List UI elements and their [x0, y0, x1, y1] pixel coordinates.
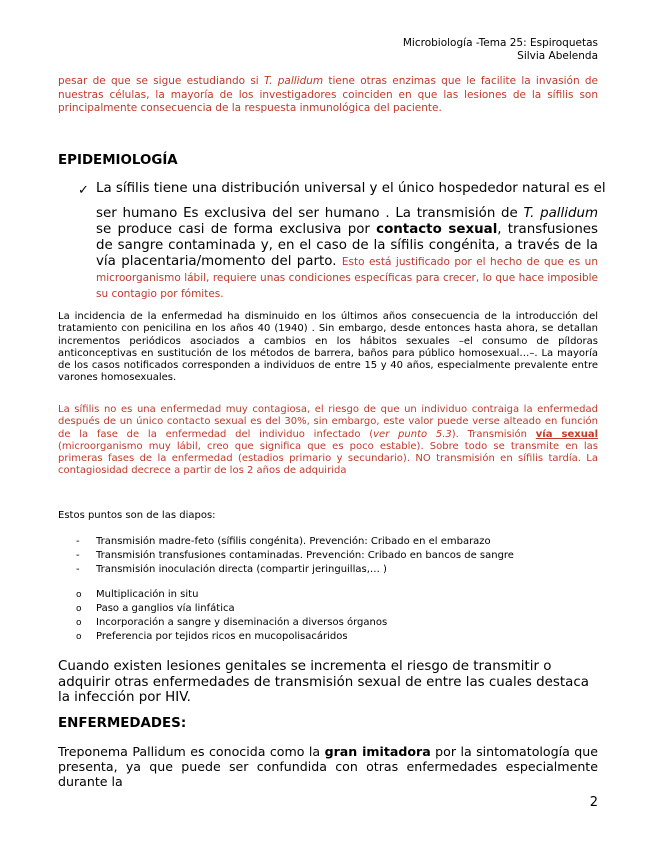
- list-item: - Transmisión madre-feto (sífilis congénita). Prevención: Cribado en el embarazo: [76, 535, 514, 549]
- header-course-title: Microbiología -Tema 25: Espiroquetas: [402, 37, 598, 49]
- list-item: o Multiplicación in situ: [76, 588, 387, 602]
- contagion-via-sexual: vía sexual: [535, 428, 598, 440]
- epidemiology-bullet-line1: La sífilis tiene una distribución universal y el único hospededor natural es el: [96, 181, 606, 196]
- transmission-list: [76, 535, 514, 577]
- epi-text-3: , transfusiones de sangre contaminada y, en el caso de la sífilis congénita, a través de la vía placentaria/momento del parto.: [96, 222, 599, 269]
- list-item: - Transmisión transfusiones contaminadas. Prevención: Cribado en bancos de sangre: [76, 549, 514, 563]
- heading-epidemiologia: EPIDEMIOLOGÍA: [58, 153, 178, 168]
- contagion-text-2: ). Transmisión: [451, 428, 536, 440]
- diseases-text-1: Treponema Pallidum es conocida como la: [58, 744, 325, 759]
- list-item: o Incorporación a sangre y diseminación a diversos órganos: [76, 616, 387, 630]
- header-author: Silvia Abelenda: [517, 50, 598, 62]
- diseases-gran-imitadora: gran imitadora: [324, 744, 431, 759]
- diapos-intro: Estos puntos son de las diapos:: [58, 510, 216, 521]
- genital-lesions-paragraph: Cuando existen lesiones genitales se incrementa el riesgo de transmitir o adquirir otras enfermedades de transmisión sexual de entre las cuales destaca la infección por HIV.: [58, 659, 589, 705]
- list-item: o Preferencia por tejidos ricos en mucopolisacáridos: [76, 630, 387, 644]
- contagion-reference: ver punto 5.3: [373, 428, 452, 440]
- intro-species: T. pallidum: [263, 75, 324, 87]
- epi-text-1: ser humano Es exclusiva del ser humano . La transmisión de: [96, 206, 524, 221]
- heading-enfermedades: ENFERMEDADES:: [58, 716, 187, 731]
- incidence-paragraph: La incidencia de la enfermedad ha disminuido en los últimos años consecuencia de la introducción del tratamiento con penicilina en los años 40 (1940) . Sin embargo, desde entonces hasta ahora, se detallan incrementos periódicos asociados a cambios en los hábitos sexuales –el consumo de píldoras anticonceptivas en sustitución de los métodos de barrera, baños para público homosexual…–. La mayoría de los casos notificados corresponden a individuos de entre 15 y 40 años, especialmente prevalente entre varones homosexuales.: [58, 311, 598, 384]
- intro-text-end: tiene otras enzimas que le facilite la invasión de nuestras células, la mayoría de los investigadores coinciden en que las lesiones de la sífilis son principalmente consecuencia de la respuesta inmunológica del paciente.: [58, 75, 598, 114]
- epi-species: T. pallidum: [523, 206, 598, 221]
- diseases-text-2: por la sintomatología que presenta, ya que puede ser confundida con otras enfermedades especialmente durante la: [58, 744, 598, 789]
- dissemination-list: [76, 588, 387, 644]
- epi-red-note: Esto está justificado por el hecho de que es un microorganismo lábil, requiere unas condiciones específicas para crecer, lo que hace imposible su contagio por fómites.: [96, 256, 598, 300]
- page-number: 2: [589, 795, 598, 810]
- epidemiology-bullet-body: [96, 206, 598, 302]
- epi-text-2: se produce casi de forma exclusiva por: [96, 222, 377, 237]
- list-item: o Paso a ganglios vía linfática: [76, 602, 387, 616]
- intro-text-start: pesar de que se sigue estudiando si: [58, 75, 264, 87]
- intro-paragraph: [58, 75, 598, 116]
- epi-contacto-sexual: contacto sexual: [376, 222, 498, 237]
- list-item: - Transmisión inoculación directa (compartir jeringuillas,… ): [76, 563, 514, 577]
- check-icon: ✓: [78, 183, 89, 198]
- contagion-text-3: (microorganismo muy lábil, creo que significa que es poco estable). Sobre todo se transmite en las primeras fases de la enfermedad (estadios primario y secundario). NO transmisión en sífilis tardía. La contagiosidad decrece a partir de los 2 años de adquirida: [58, 440, 598, 477]
- page-header: [403, 37, 598, 63]
- contagion-paragraph: [58, 404, 598, 478]
- diseases-paragraph: [58, 744, 598, 789]
- contagion-text-1: La sífilis no es una enfermedad muy contagiosa, el riesgo de que un individuo contraiga la enfermedad después de un único contacto sexual es del 30%, sin embargo, este valor puede verse alteado en función de la fase de la enfermedad del individuo infectado (: [58, 404, 598, 440]
